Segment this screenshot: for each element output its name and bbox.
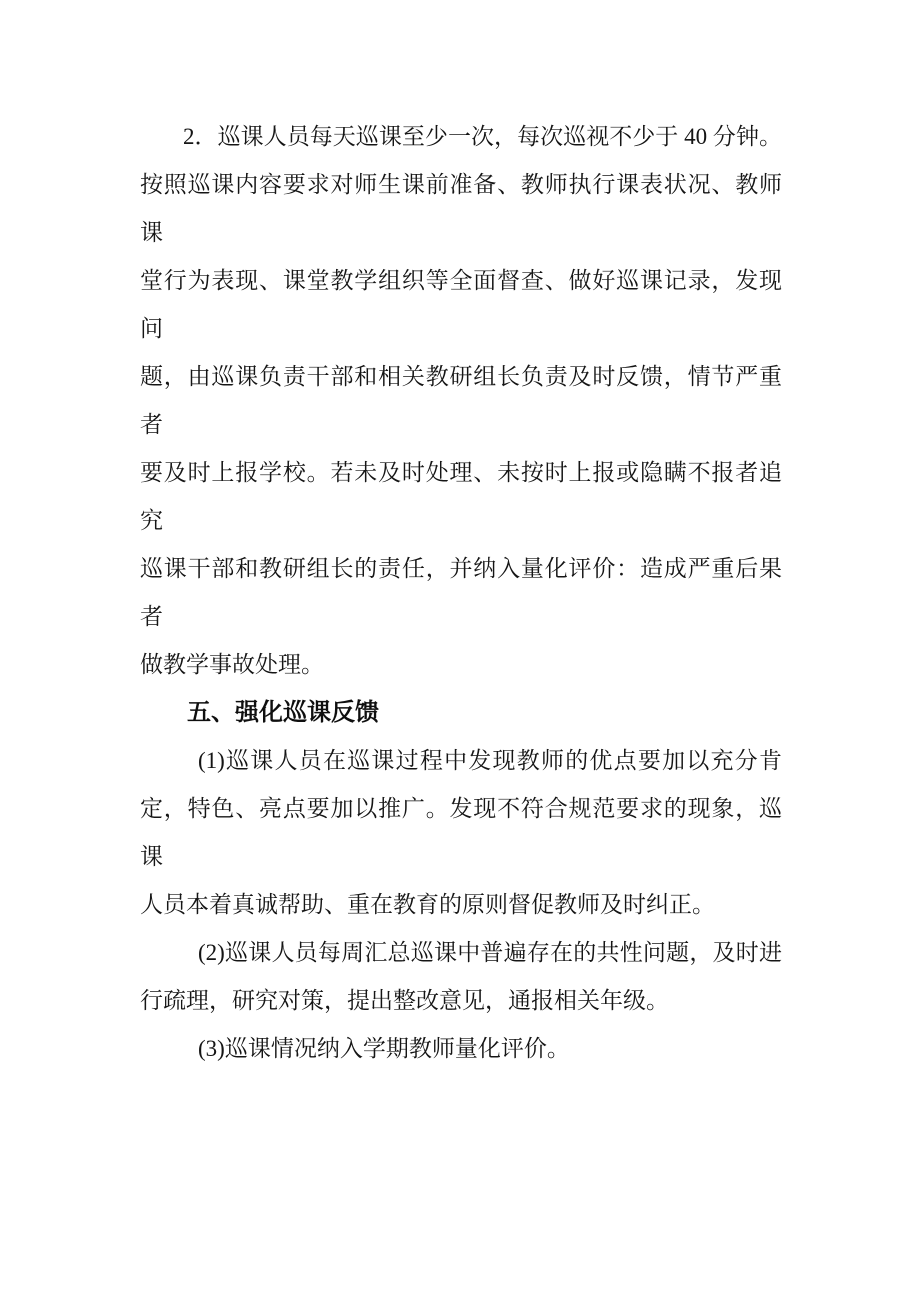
section-heading	[140, 689, 782, 737]
heading-line: 五、强化巡课反馈	[187, 699, 379, 726]
text-line: 定，特色、亮点要加以推广。发现不符合规范要求的现象，巡课	[140, 796, 782, 869]
text-line: 题，由巡课负责干部和相关教研组长负责及时反馈，情节严重者	[140, 364, 782, 437]
text-line: 人员本着真诚帮助、重在教育的原则督促教师及时纠正。	[140, 892, 715, 917]
text-line: 按照巡课内容要求对师生课前准备、教师执行课表状况、教师课	[140, 172, 782, 245]
text-line: 做教学事故处理。	[140, 652, 324, 677]
text-line: 要及时上报学校。若未及时处理、未按时上报或隐瞒不报者追究	[140, 460, 782, 533]
text-line: 行疏理，研究对策，提出整改意见，通报相关年级。	[140, 988, 669, 1013]
paragraph	[140, 1025, 782, 1073]
paragraph	[140, 737, 782, 929]
text-line: (1)巡课人员在巡课过程中发现教师的优点要加以充分肯	[198, 748, 782, 773]
text-line: 2．巡课人员每天巡课至少一次，每次巡视不少于 40 分钟。	[183, 124, 782, 149]
text-line: 堂行为表现、课堂教学组织等全面督查、做好巡课记录，发现问	[140, 268, 782, 341]
paragraph	[140, 929, 782, 1025]
text-line: (3)巡课情况纳入学期教师量化评价。	[198, 1036, 570, 1061]
document-content	[140, 113, 782, 1073]
paragraph	[140, 113, 782, 689]
text-line: (2)巡课人员每周汇总巡课中普遍存在的共性问题，及时进	[198, 940, 782, 965]
text-line: 巡课干部和教研组长的责任，并纳入量化评价：造成严重后果者	[140, 556, 782, 629]
